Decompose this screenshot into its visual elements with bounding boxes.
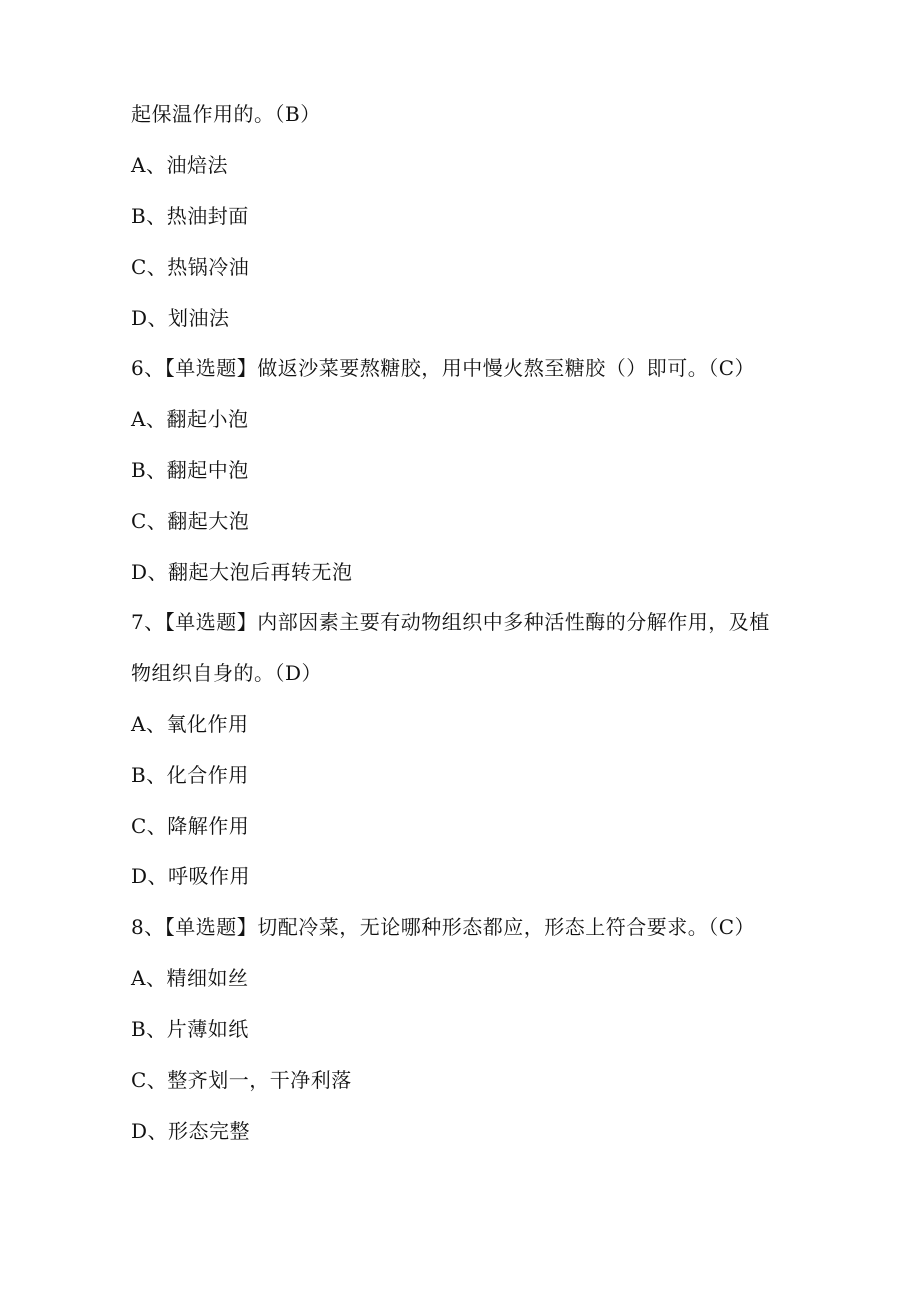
question-6-option-a: A、翻起小泡 <box>131 407 249 431</box>
question-8-option-d: D、形态完整 <box>131 1119 251 1143</box>
question-5-stem-continuation: 起保温作用的。（B） <box>131 102 321 126</box>
question-5-option-d: D、划油法 <box>131 306 230 330</box>
question-8-option-b: B、片薄如纸 <box>131 1017 249 1041</box>
question-6-stem: 6、【单选题】做返沙菜要熬糖胶，用中慢火熬至糖胶（）即可。（C） <box>131 356 756 380</box>
question-6-option-b: B、翻起中泡 <box>131 458 249 482</box>
question-8-option-c: C、整齐划一，干净利落 <box>131 1068 352 1092</box>
question-7-option-c: C、降解作用 <box>131 814 250 838</box>
question-7-option-d: D、呼吸作用 <box>131 864 251 888</box>
question-7-option-a: A、氧化作用 <box>131 712 249 736</box>
question-7-option-b: B、化合作用 <box>131 763 249 787</box>
question-8-option-a: A、精细如丝 <box>131 966 249 990</box>
question-8-stem: 8、【单选题】切配冷菜，无论哪种形态都应，形态上符合要求。（C） <box>131 915 756 939</box>
question-7-stem-continuation: 物组织自身的。（D） <box>131 661 323 685</box>
question-5-option-a: A、油焙法 <box>131 153 228 177</box>
question-6-option-c: C、翻起大泡 <box>131 509 250 533</box>
question-5-option-b: B、热油封面 <box>131 204 249 228</box>
question-7-stem: 7、【单选题】内部因素主要有动物组织中多种活性酶的分解作用，及植 <box>131 610 770 634</box>
question-6-option-d: D、翻起大泡后再转无泡 <box>131 560 353 584</box>
question-5-option-c: C、热锅冷油 <box>131 255 250 279</box>
